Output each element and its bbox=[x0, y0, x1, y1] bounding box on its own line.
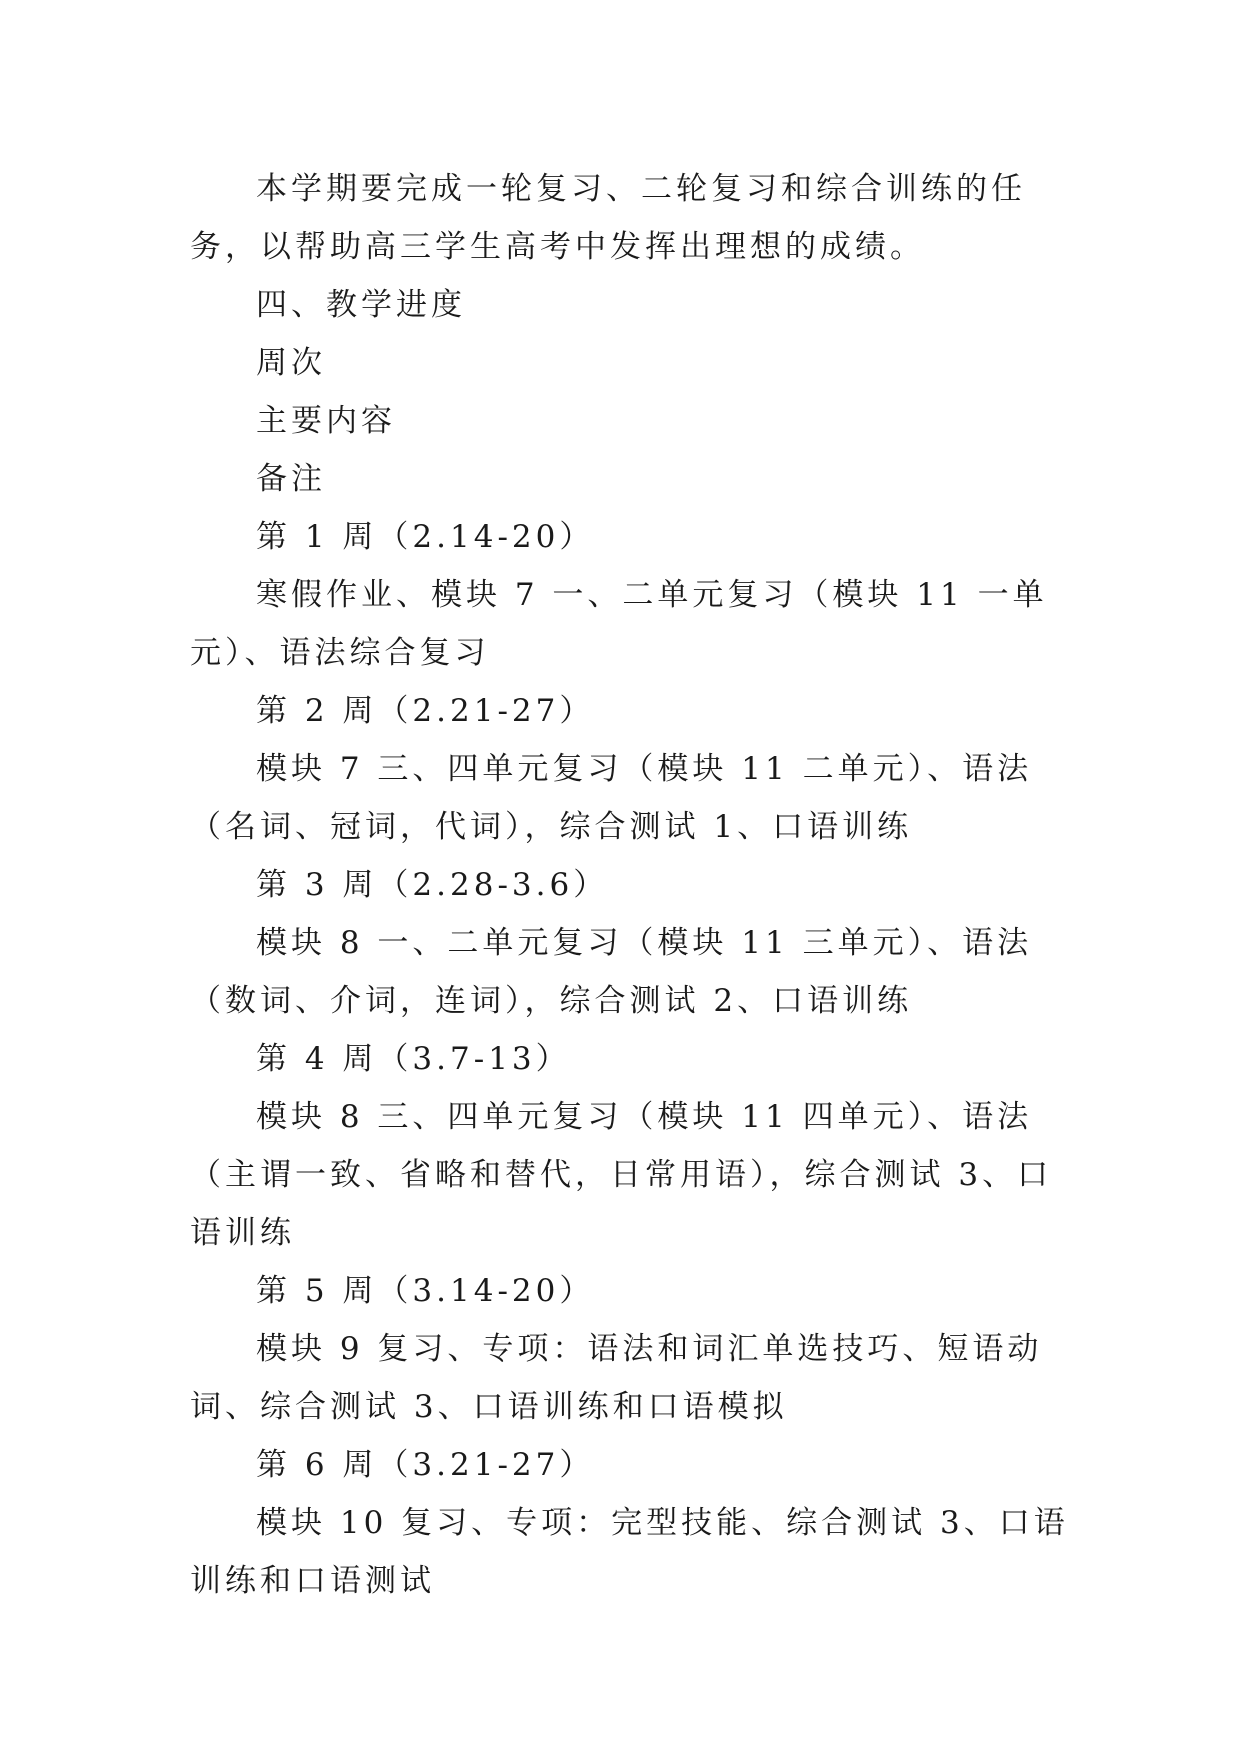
week-3-label: 第 3 周（2.28-3.6） bbox=[256, 867, 609, 903]
table-header-remarks: 备注 bbox=[256, 461, 326, 497]
week-1-content: 寒假作业、模块 7 一、二单元复习（模块 11 一单元）、语法综合复习 bbox=[190, 577, 1048, 671]
intro-paragraph: 本学期要完成一轮复习、二轮复习和综合训练的任务，以帮助高三学生高考中发挥出理想的成绩。 bbox=[190, 171, 1026, 265]
week-6-label: 第 6 周（3.21-27） bbox=[256, 1447, 595, 1483]
week-4-content: 模块 8 三、四单元复习（模块 11 四单元）、语法（主谓一致、省略和替代，日常用语），综合测试 3、口语训练 bbox=[190, 1099, 1053, 1251]
week-5-content: 模块 9 复习、专项：语法和词汇单选技巧、短语动词、综合测试 3、口语训练和口语模拟 bbox=[190, 1331, 1043, 1425]
document-body bbox=[190, 160, 1070, 1610]
table-header-content: 主要内容 bbox=[256, 403, 396, 439]
section-heading: 四、教学进度 bbox=[256, 287, 466, 323]
table-header-week: 周次 bbox=[256, 345, 326, 381]
week-2-content: 模块 7 三、四单元复习（模块 11 二单元）、语法（名词、冠词，代词），综合测试 1、口语训练 bbox=[190, 751, 1033, 845]
week-6-content: 模块 10 复习、专项：完型技能、综合测试 3、口语训练和口语测试 bbox=[190, 1505, 1069, 1599]
week-5-label: 第 5 周（3.14-20） bbox=[256, 1273, 595, 1309]
week-2-label: 第 2 周（2.21-27） bbox=[256, 693, 595, 729]
week-3-content: 模块 8 一、二单元复习（模块 11 三单元）、语法（数词、介词，连词），综合测试 2、口语训练 bbox=[190, 925, 1033, 1019]
week-1-label: 第 1 周（2.14-20） bbox=[256, 519, 595, 555]
week-4-label: 第 4 周（3.7-13） bbox=[256, 1041, 571, 1077]
